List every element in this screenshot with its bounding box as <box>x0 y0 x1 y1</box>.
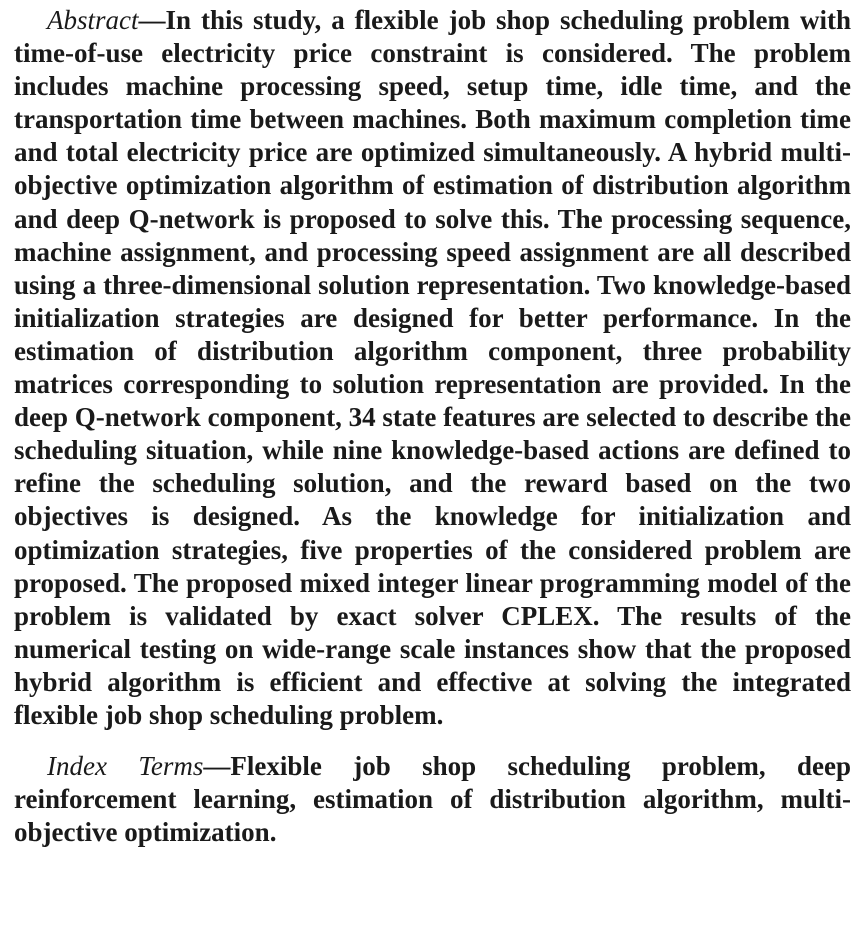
abstract-text: In this study, a flexible job shop scheduling problem with time-of-use electricity price constraint is considered. The problem includes machine processing speed, setup time, idle time, and the transportation time between machines. Both maximum completion time and total electricity price are optimized simultaneously. A hybrid multi-objective optimization algorithm of estimation of distribution algorithm and deep Q-network is proposed to solve this. The processing sequence, machine assignment, and processing speed assignment are all described using a three-dimensional solution representation. Two knowledge-based initialization strategies are designed for better performance. In the estimation of distribution algorithm component, three probability matrices corresponding to solution representation are provided. In the deep Q-network component, 34 state features are selected to describe the scheduling situation, while nine knowledge-based actions are defined to refine the scheduling solution, and the reward based on the two objectives is designed. As the knowledge for initialization and optimization strategies, five properties of the considered problem are proposed. The proposed mixed integer linear programming model of the problem is validated by exact solver CPLEX. The results of the numerical testing on wide-range scale instances show that the proposed hybrid algorithm is efficient and effective at solving the integrated flexible job shop scheduling problem. <box>14 5 851 730</box>
abstract-label: Abstract <box>47 5 139 35</box>
abstract-paragraph <box>14 4 851 732</box>
abstract-separator: — <box>138 5 166 35</box>
index-terms-text: Flexible job shop scheduling problem, deep reinforcement learning, estimation of distribution algorithm, multi-objective optimization. <box>14 751 851 848</box>
index-terms-label: Index Terms <box>47 751 204 782</box>
index-terms-paragraph <box>14 750 851 849</box>
paper-front-matter <box>14 4 851 849</box>
index-terms-separator: — <box>203 751 231 782</box>
